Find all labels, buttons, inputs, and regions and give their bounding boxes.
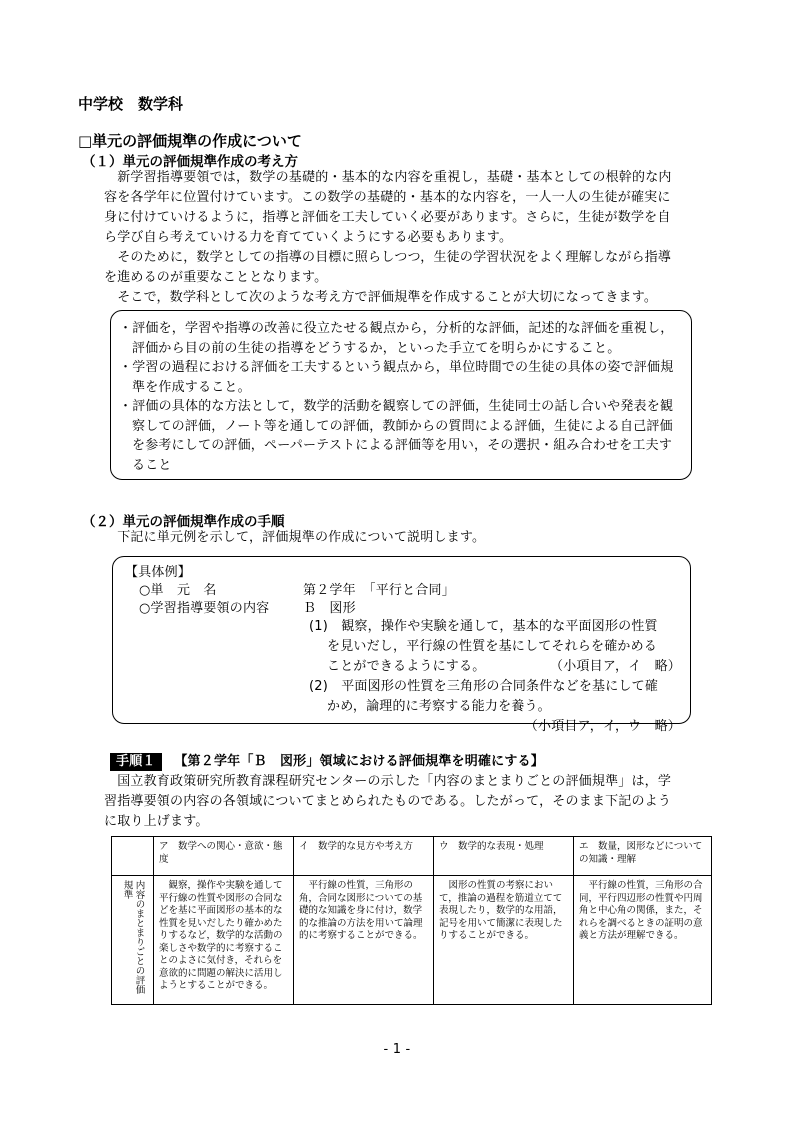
page-title: 中学校 数学科 bbox=[78, 95, 184, 113]
example-label: 【具体例】 bbox=[125, 565, 192, 580]
table-cell: 平行線の性質，三角形の角，合同な図形についての基礎的な知識を身に付け，数学的な推論の方法を用いて論理的に考察することができる。 bbox=[294, 876, 434, 1005]
text-line: 国立教育政策研究所教育課程研究センターの示した「内容のまとまりごとの評価規準」は，学 bbox=[104, 774, 672, 789]
content-item-2 bbox=[309, 677, 681, 737]
text-line: 新学習指導要領では，数学の基礎的・基本的な内容を重視し，基礎・基本としての根幹的な内 bbox=[104, 170, 672, 185]
step-badge: 手順１ bbox=[110, 753, 162, 771]
unit-label: ○単 元 名 bbox=[139, 583, 217, 598]
item-line: を見いだし，平行線の性質を基にしてそれらを確かめる bbox=[327, 639, 658, 654]
section-heading: □単元の評価規準の作成について bbox=[78, 132, 302, 150]
text-line: を進めるのが重要なこととなります。 bbox=[104, 270, 328, 285]
table-cell: 観察，操作や実験を通して平行線の性質や図形の合同などを基に平面図形の基本的な性質を見いだしたり確かめたりするなど，数学的な活動の楽しさや数学的に考察することのよさに気付き，それらを意欲的に問題の解決に活用しようとすることができる。 bbox=[154, 876, 294, 1005]
item-note: （小項目ア，イ 略） bbox=[550, 659, 681, 674]
text-line: に取り上げます。 bbox=[104, 814, 209, 829]
subsection-1-body bbox=[104, 168, 724, 308]
text-line: そのために，数学としての指導の目標に照らしつつ，生徒の学習状況をよく理解しながら指導 bbox=[104, 250, 672, 265]
content-value: Ｂ 図形 bbox=[303, 601, 356, 616]
table-header-row bbox=[112, 837, 712, 876]
box-item: ・評価の具体的な方法として，数学的活動を観察しての評価，生徒同士の話し合いや発表を観察しての評価，ノート等を通しての評価，教師からの質問による評価，生徒による自己評価を参考にしての評価，ペーパーテストによる評価等を用い，その選択・組み合わせを工夫すること bbox=[119, 399, 674, 473]
example-box bbox=[112, 556, 691, 734]
item-line: (1) 観察，操作や実験を通して，基本的な平面図形の性質 bbox=[309, 619, 658, 634]
subsection-2-intro: 下記に単元例を示して，評価規準の作成について説明します。 bbox=[104, 530, 486, 545]
evaluation-criteria-table bbox=[111, 836, 712, 1005]
text-line: 習指導要領の内容の各領域についてまとめられたものである。したがって，そのまま下記のよう bbox=[104, 794, 672, 809]
table-cell: 図形の性質の考察において，推論の過程を筋道立てて表現したり，数学的な用語，記号を用いて簡潔に表現したりすることができる。 bbox=[434, 876, 574, 1005]
item-note: （小項目ア，イ，ウ 略） bbox=[524, 719, 681, 734]
table-header-cell: ウ 数学的な表現・処理 bbox=[434, 837, 574, 876]
item-line: ことができるようにする。 bbox=[327, 659, 486, 674]
page-number: - 1 - bbox=[383, 1042, 411, 1057]
criteria-box bbox=[110, 310, 692, 480]
row-label: 内容のまとまりごとの評価規準 bbox=[121, 880, 145, 994]
step-1-body bbox=[104, 772, 724, 832]
table-header-cell: イ 数学的な見方や考え方 bbox=[294, 837, 434, 876]
subsection-2-heading: （２）単元の評価規準作成の手順 bbox=[82, 514, 285, 530]
table-row bbox=[112, 876, 712, 1005]
content-item-1 bbox=[309, 617, 681, 677]
text-line: 容を各学年に位置付けています。この数学の基礎的・基本的な内容を，一人一人の生徒が確実に bbox=[104, 190, 671, 205]
unit-value: 第２学年 「平行と合同」 bbox=[303, 583, 455, 598]
box-item: ・学習の過程における評価を工夫するという観点から，単位時間での生徒の具体の姿で評価規準を作成すること。 bbox=[119, 360, 674, 395]
content-label: ○学習指導要領の内容 bbox=[139, 601, 270, 616]
table-cell: 平行線の性質，三角形の合同，平行四辺形の性質や円周角と中心角の関係，また，それらを調べるときの証明の意義と方法が理解できる。 bbox=[574, 876, 712, 1005]
table-header-cell: エ 数量，図形などについての知識・理解 bbox=[574, 837, 712, 876]
step-1-heading bbox=[110, 752, 544, 772]
text-line: 身に付けていけるように，指導と評価を工夫していく必要があります。さらに，生徒が数学を自 bbox=[104, 210, 671, 225]
box-item: ・評価を，学習や指導の改善に役立たせる観点から，分析的な評価，記述的な評価を重視し，評価から目の前の生徒の指導をどうするか，といった手立てを明らかにすること。 bbox=[119, 321, 674, 356]
row-label-cell bbox=[112, 876, 154, 1005]
item-line: (2) 平面図形の性質を三角形の合同条件などを基にして確 bbox=[309, 679, 659, 694]
item-line: かめ，論理的に考察する能力を養う。 bbox=[327, 699, 551, 714]
text-line: ら学び自ら考えていける力を育てていくようにする必要もあります。 bbox=[104, 230, 513, 245]
table-header-cell bbox=[112, 837, 154, 876]
text-line: そこで，数学科として次のような考え方で評価規準を作成することが大切になってきます。 bbox=[104, 290, 658, 305]
step-title: 【第２学年「Ｂ 図形」領域における評価規準を明確にする】 bbox=[174, 754, 544, 769]
table-header-cell: ア 数学への関心・意欲・態度 bbox=[154, 837, 294, 876]
subsection-1-heading: （１）単元の評価規準作成の考え方 bbox=[82, 154, 298, 170]
